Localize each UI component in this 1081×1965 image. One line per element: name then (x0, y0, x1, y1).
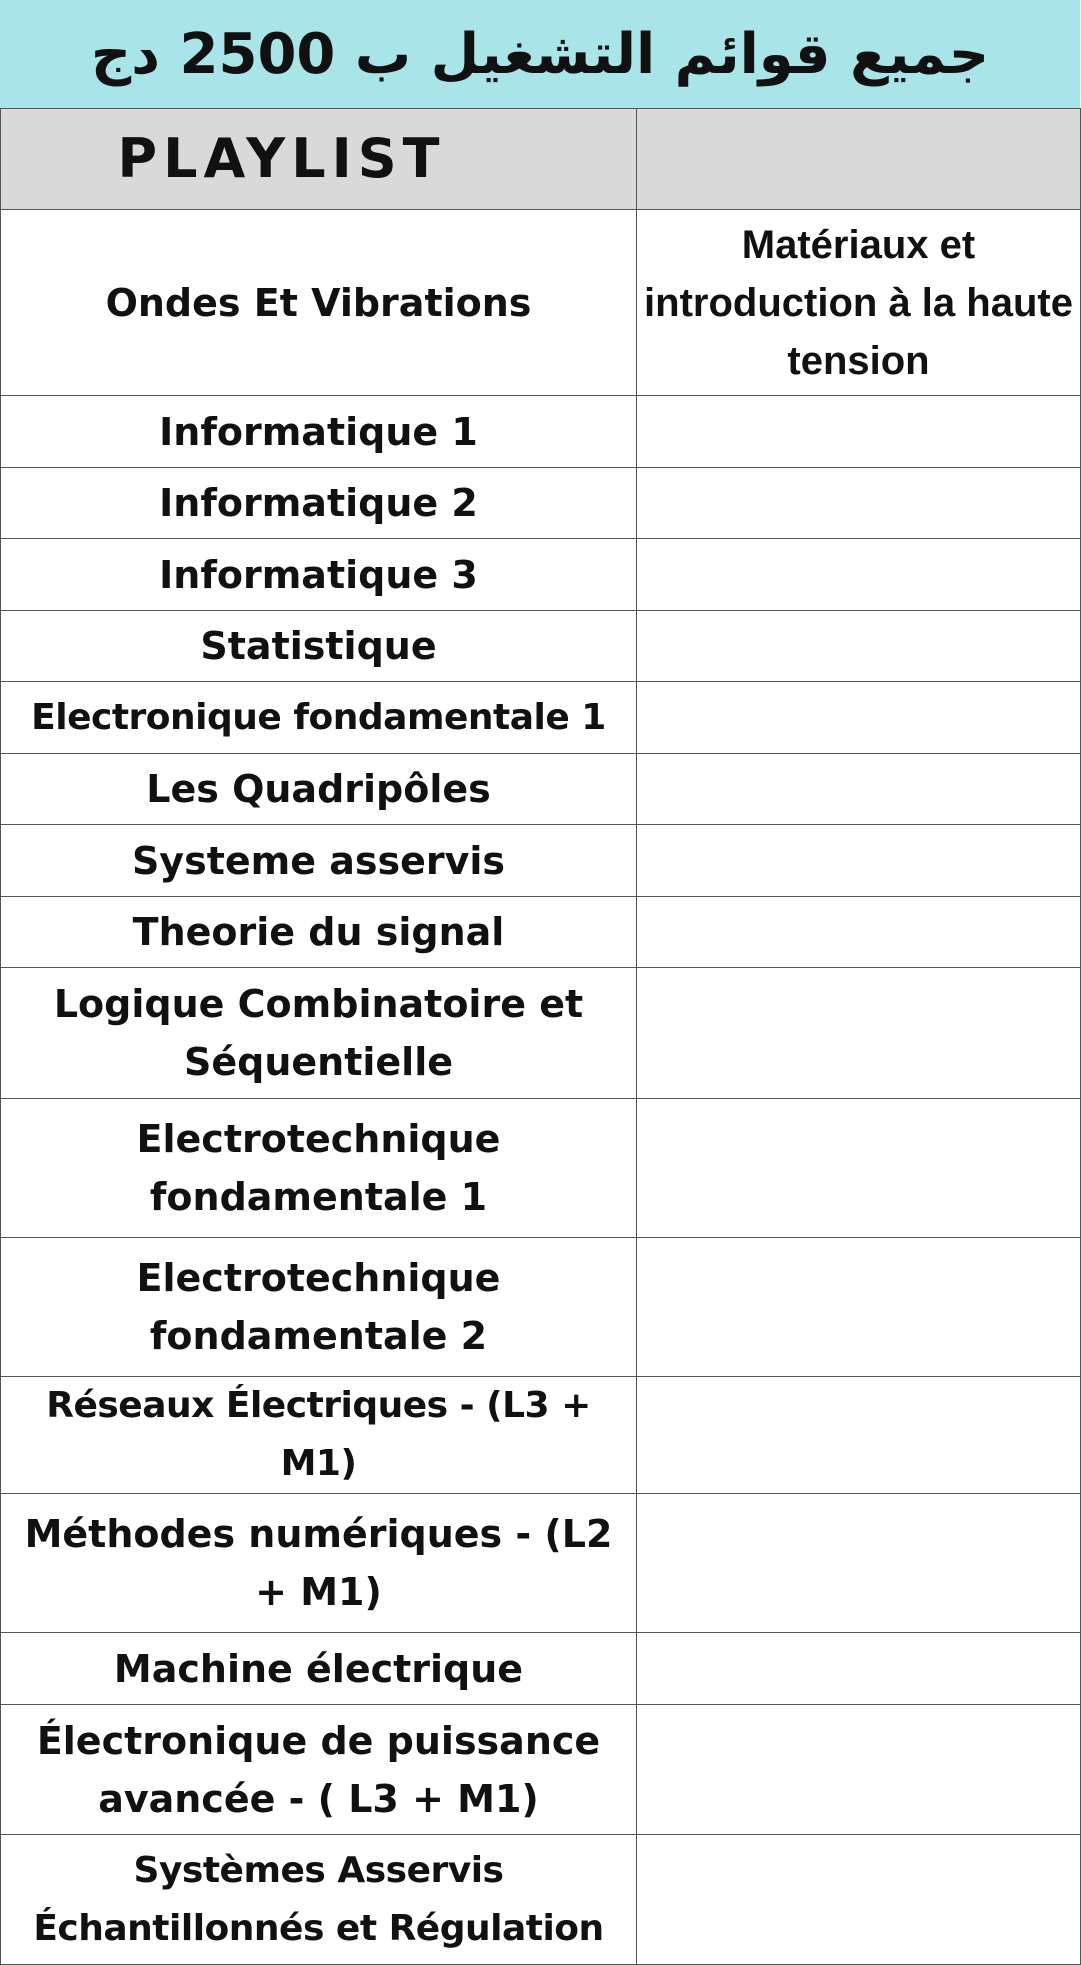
table-row (1, 754, 1081, 825)
playlist-name-cell: Electrotechnique fondamentale 1 (1, 1099, 637, 1238)
empty-cell (637, 968, 1081, 1099)
table-row (1, 611, 1081, 682)
playlist-name-cell: Theorie du signal (1, 897, 637, 968)
empty-cell (637, 611, 1081, 682)
empty-cell (637, 825, 1081, 897)
playlist-name-cell: Informatique 1 (1, 396, 637, 468)
table-row (1, 1835, 1081, 1965)
playlist-name-cell: Informatique 2 (1, 468, 637, 539)
header-cell-empty (637, 109, 1081, 210)
table-row (1, 825, 1081, 897)
playlist-name-cell: Ondes Et Vibrations (1, 210, 637, 396)
table-row (1, 1494, 1081, 1633)
playlist-name-cell: Logique Combinatoire et Séquentielle (1, 968, 637, 1099)
empty-cell (637, 396, 1081, 468)
empty-cell (637, 1494, 1081, 1633)
table-row (1, 682, 1081, 754)
table-row (1, 396, 1081, 468)
empty-cell (637, 1633, 1081, 1705)
playlist-name-cell: Machine électrique (1, 1633, 637, 1705)
playlist-name-cell: Electronique fondamentale 1 (1, 682, 637, 754)
playlist-name-cell: Matériaux et introduction à la haute tension (637, 210, 1081, 396)
playlist-table (0, 108, 1081, 1965)
playlist-name-cell: Systèmes Asservis Échantillonnés et Régulation (1, 1835, 637, 1965)
empty-cell (637, 1377, 1081, 1494)
playlist-name-cell: Réseaux Électriques - (L3 + M1) (1, 1377, 637, 1494)
table-header-row (1, 109, 1081, 210)
title-banner (0, 0, 1080, 108)
empty-cell (637, 1835, 1081, 1965)
table-row (1, 1238, 1081, 1377)
playlist-name-cell: Méthodes numériques - (L2 + M1) (1, 1494, 637, 1633)
playlist-name-cell: Electrotechnique fondamentale 2 (1, 1238, 637, 1377)
banner-title: جميع قوائم التشغيل ب 2500 دج (90, 21, 990, 87)
table-row (1, 1705, 1081, 1835)
table-row (1, 1377, 1081, 1494)
empty-cell (637, 682, 1081, 754)
table-row (1, 1099, 1081, 1238)
empty-cell (637, 754, 1081, 825)
playlist-name-cell: Informatique 3 (1, 539, 637, 611)
empty-cell (637, 1705, 1081, 1835)
table-row (1, 968, 1081, 1099)
table-row (1, 468, 1081, 539)
empty-cell (637, 539, 1081, 611)
table-row (1, 897, 1081, 968)
playlist-name-cell: Électronique de puissance avancée - ( L3 + M1) (1, 1705, 637, 1835)
playlist-name-cell: Statistique (1, 611, 637, 682)
empty-cell (637, 468, 1081, 539)
playlist-name-cell: Les Quadripôles (1, 754, 637, 825)
table-row (1, 1633, 1081, 1705)
empty-cell (637, 1099, 1081, 1238)
empty-cell (637, 897, 1081, 968)
table-row (1, 539, 1081, 611)
table-row (1, 210, 1081, 396)
header-cell-playlist: PLAYLIST (1, 109, 637, 210)
empty-cell (637, 1238, 1081, 1377)
playlist-name-cell: Systeme asservis (1, 825, 637, 897)
